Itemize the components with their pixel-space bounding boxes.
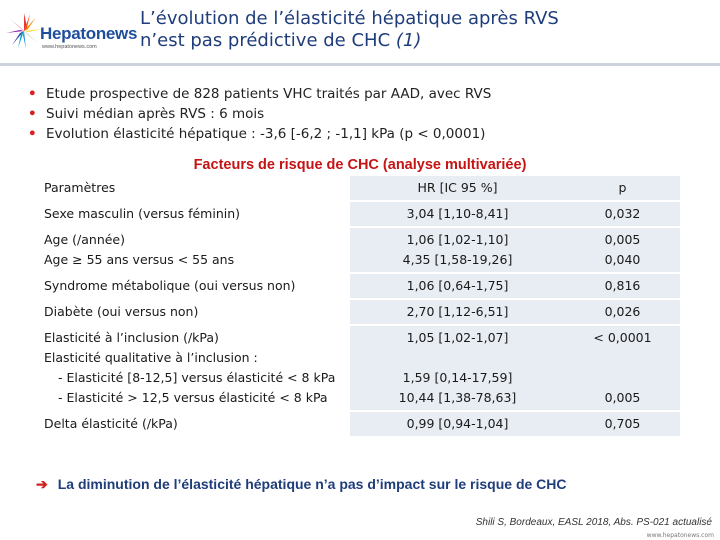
p-cell (565, 227, 680, 273)
table-header-row (40, 176, 680, 201)
conclusion (36, 476, 567, 493)
title-line-2 (140, 30, 710, 52)
hr-value: 3,04 [1,10-8,41] (406, 206, 509, 221)
hr-value: 4,35 [1,58-19,26] (402, 252, 513, 267)
p-value: 0,040 (604, 252, 641, 267)
p-value: 0,816 (604, 278, 641, 293)
arrow-right-icon: ➔ (36, 476, 48, 492)
bullet-text: Suivi médian après RVS : 6 mois (46, 106, 265, 122)
hr-value: 2,70 [1,12-6,51] (406, 304, 509, 319)
bullet-item (28, 84, 491, 104)
footer-url[interactable]: www.hepatonews.com (646, 532, 714, 539)
p-cell (565, 411, 680, 436)
title-reference: (1) (395, 30, 422, 51)
hr-value: 1,06 [1,02-1,10] (406, 232, 509, 247)
hr-value: 1,59 [0,14-17,59] (402, 370, 513, 385)
hepatonews-logo[interactable] (4, 8, 138, 54)
bullet-dot-icon: • (28, 106, 37, 122)
table-row (40, 201, 680, 227)
p-value: < 0,0001 (593, 330, 652, 345)
bullet-item (28, 124, 491, 144)
hr-value: 0,99 [0,94-1,04] (406, 416, 509, 431)
column-header-p: p (565, 176, 680, 201)
param-text: Delta élasticité (/kPa) (44, 416, 178, 431)
hr-cell (350, 411, 565, 436)
bullet-text: Evolution élasticité hépatique : -3,6 [-6,2 ; -1,1] kPa (p < 0,0001) (46, 126, 486, 142)
param-cell (40, 299, 350, 325)
conclusion-text: La diminution de l’élasticité hépatique n’a pas d’impact sur le risque de CHC (57, 476, 567, 492)
hr-cell (350, 273, 565, 299)
param-cell (40, 201, 350, 227)
p-value: 0,026 (604, 304, 641, 319)
param-subtext: - Elasticité > 12,5 versus élasticité < 8 kPa (58, 390, 328, 405)
table-row (40, 325, 680, 411)
param-cell (40, 325, 350, 411)
page-title (140, 8, 710, 52)
hr-value: 1,06 [0,64-1,75] (406, 278, 509, 293)
p-value (569, 348, 676, 368)
bullet-dot-icon: • (28, 86, 37, 102)
param-text: Sexe masculin (versus féminin) (44, 206, 241, 221)
param-text: Age ≥ 55 ans versus < 55 ans (44, 252, 235, 267)
param-text: Elasticité qualitative à l’inclusion : (44, 350, 258, 365)
p-value: 0,032 (604, 206, 641, 221)
p-value (569, 368, 676, 388)
bullet-list (28, 84, 491, 144)
p-cell (565, 273, 680, 299)
column-header-hr: HR [IC 95 %] (350, 176, 565, 201)
logo-text: Hepatonews (40, 24, 138, 43)
p-cell (565, 299, 680, 325)
citation: Shili S, Bordeaux, EASL 2018, Abs. PS-021 actualisé (475, 517, 712, 528)
table-row (40, 273, 680, 299)
p-value: 0,705 (604, 416, 641, 431)
hr-cell (350, 299, 565, 325)
table-row (40, 227, 680, 273)
param-text: Elasticité à l’inclusion (/kPa) (44, 330, 219, 345)
p-cell (565, 325, 680, 411)
table-row (40, 411, 680, 436)
param-subtext: - Elasticité [8-12,5] versus élasticité < 8 kPa (58, 370, 336, 385)
hr-cell (350, 325, 565, 411)
hr-cell (350, 227, 565, 273)
bullet-dot-icon: • (28, 126, 37, 142)
param-cell (40, 227, 350, 273)
param-cell (40, 411, 350, 436)
param-text: Syndrome métabolique (oui versus non) (44, 278, 296, 293)
header-divider (0, 63, 720, 66)
bullet-text: Etude prospective de 828 patients VHC traités par AAD, avec RVS (46, 86, 492, 102)
logo-url: www.hepatonews.com (42, 44, 97, 50)
p-value: 0,005 (604, 390, 641, 405)
bullet-item (28, 104, 491, 124)
risk-factors-table (40, 176, 680, 436)
hr-value (354, 348, 561, 368)
table-row (40, 299, 680, 325)
title-line-1: L’évolution de l’élasticité hépatique après RVS (140, 8, 559, 29)
title-line-2-text: n’est pas prédictive de CHC (140, 30, 391, 51)
p-cell (565, 201, 680, 227)
section-title: Facteurs de risque de CHC (analyse multivariée) (193, 157, 527, 173)
param-cell (40, 273, 350, 299)
hr-value: 10,44 [1,38-78,63] (398, 390, 517, 405)
hr-cell (350, 201, 565, 227)
p-value: 0,005 (604, 232, 641, 247)
param-text: Diabète (oui versus non) (44, 304, 199, 319)
param-text: Age (/année) (44, 232, 125, 247)
hr-value: 1,05 [1,02-1,07] (406, 330, 509, 345)
starburst-logo-icon (4, 8, 44, 54)
column-header-parametres: Paramètres (40, 176, 350, 201)
